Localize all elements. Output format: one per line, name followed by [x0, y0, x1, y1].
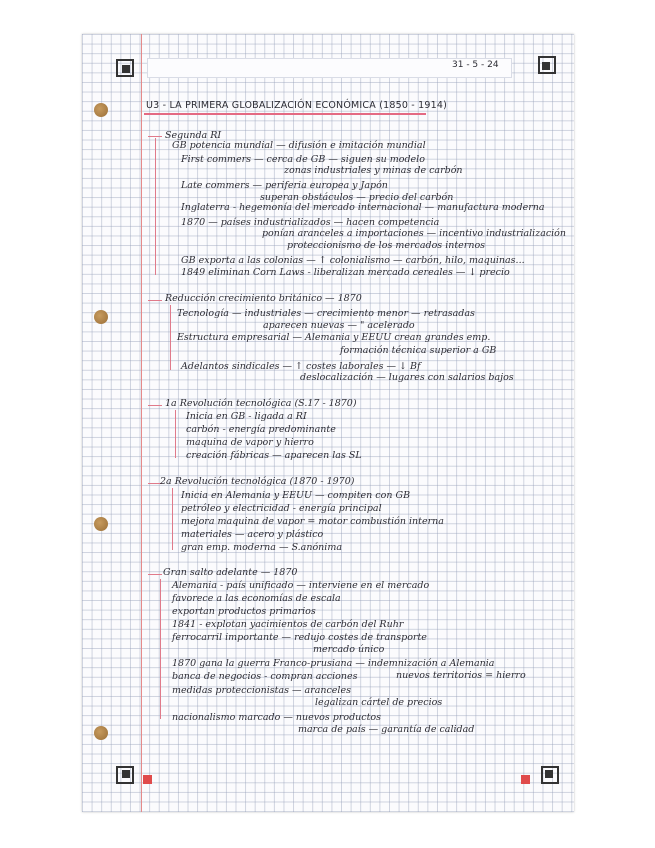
corner-marker-icon [116, 766, 134, 784]
note-line: mercado único [313, 644, 385, 655]
note-line: nuevos territorios = hierro [396, 670, 526, 681]
note-line: 1849 eliminan Corn Laws - liberalizan mercado cereales — ↓ precio [181, 267, 510, 278]
note-line: Tecnología — industriales — crecimiento menor — retrasadas [177, 308, 475, 319]
bullet-dash [148, 136, 162, 137]
bracket-line [170, 305, 171, 370]
note-line: exportan productos primarios [172, 606, 316, 617]
note-line: zonas industriales y minas de carbón [284, 165, 463, 176]
binder-hole [94, 310, 108, 324]
note-line: Reducción crecimiento británico — 1870 [165, 293, 362, 304]
note-line: 1870 gana la guerra Franco-prusiana — indemnización a Alemania [172, 658, 495, 669]
note-line: legalizan cártel de precios [315, 697, 443, 708]
note-line: ferrocarril importante — redujo costes de transporte [172, 632, 427, 643]
note-line: 1a Revolución tecnológica (S.17 - 1870) [165, 398, 357, 409]
note-line: GB potencia mundial — difusión e imitación mundial [172, 140, 426, 151]
note-line: petróleo y electricidad - energía principal [181, 503, 382, 514]
page-margin-line [141, 34, 142, 812]
note-line: Inicia en Alemania y EEUU — compiten con GB [181, 490, 411, 501]
note-line: carbón - energía predominante [186, 424, 336, 435]
bracket-line [172, 488, 173, 550]
bullet-dash [148, 300, 162, 301]
corner-marker-icon [538, 56, 556, 74]
note-line: nacionalismo marcado — nuevos productos [172, 712, 381, 723]
note-line: 1841 - explotan yacimientos de carbón del Ruhr [172, 619, 404, 630]
bullet-dash [148, 574, 162, 575]
note-line: Gran salto adelante — 1870 [163, 567, 298, 578]
title-underline [144, 113, 426, 115]
note-line: Inglaterra - hegemonía del mercado internacional — manufactura moderna [181, 202, 545, 213]
note-line: First commers — cerca de GB — siguen su modelo [181, 154, 425, 165]
binder-hole [94, 103, 108, 117]
note-line: Segunda RI [165, 130, 222, 141]
corner-marker-icon [116, 59, 134, 77]
note-line: Late commers — periferia europea y Japón [181, 180, 388, 191]
note-line: maquina de vapor y hierro [186, 437, 314, 448]
note-line: 2a Revolución tecnológica (1870 - 1970) [160, 476, 355, 487]
binder-hole [94, 726, 108, 740]
note-line: Alemania - país unificado — interviene en el mercado [172, 580, 430, 591]
note-line: formación técnica superior a GB [340, 345, 497, 356]
binder-hole [94, 517, 108, 531]
note-line: aparecen nuevas — " acelerado [263, 320, 415, 331]
page-title: U3 - LA PRIMERA GLOBALIZACIÓN ECONÓMICA (1850 - 1914) [146, 100, 448, 111]
corner-marker-icon [541, 766, 559, 784]
note-line: mejora maquina de vapor = motor combustión interna [181, 516, 444, 527]
note-line: deslocalización — lugares con salarios bajos [300, 372, 514, 383]
note-line: medidas proteccionistas — aranceles [172, 685, 351, 696]
note-line: favorece a las economías de escala [172, 593, 341, 604]
note-line: banca de negocios - compran acciones [172, 671, 358, 682]
note-line: 1870 — países industrializados — hacen competencia [181, 217, 440, 228]
note-line: gran emp. moderna — S.anónima [181, 542, 342, 553]
note-line: ponían aranceles a importaciones — incentivo industrialización [262, 228, 566, 239]
bullet-dash [148, 405, 162, 406]
bracket-line [155, 138, 156, 275]
note-line: GB exporta a las colonias — ↑ colonialismo — carbón, hilo, maquinas... [181, 255, 525, 266]
date-text: 31 - 5 - 24 [452, 60, 499, 70]
note-line: superan obstáculos — precio del carbón [260, 192, 454, 203]
red-corner-square [143, 775, 152, 784]
bracket-line [175, 410, 176, 458]
note-line: Estructura empresarial — Alemania y EEUU crean grandes emp. [177, 332, 491, 343]
note-line: proteccionismo de los mercados internos [287, 240, 486, 251]
note-line: Adelantos sindicales — ↑ costes laborales — ↓ Bf [181, 361, 421, 372]
note-line: Inicia en GB - ligada a RI [186, 411, 307, 422]
note-line: marca de país — garantía de calidad [298, 724, 475, 735]
red-corner-square [521, 775, 530, 784]
bracket-line [160, 579, 161, 719]
note-line: creación fábricas — aparecen las SL [186, 450, 362, 461]
note-line: materiales — acero y plástico [181, 529, 324, 540]
